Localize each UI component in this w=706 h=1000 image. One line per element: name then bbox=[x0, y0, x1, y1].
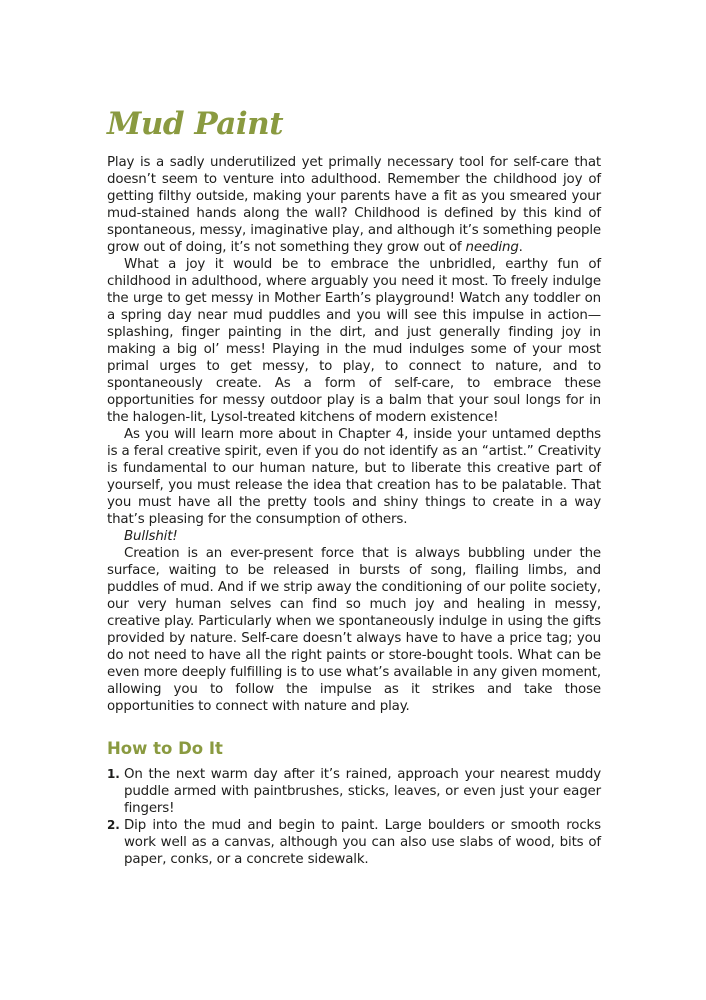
list-item bbox=[107, 817, 601, 868]
page-title: Mud Paint bbox=[107, 106, 284, 142]
paragraph-1-end: . bbox=[518, 240, 523, 255]
section-heading: How to Do It bbox=[107, 739, 223, 758]
step-number: 2. bbox=[107, 818, 120, 832]
paragraph-1 bbox=[107, 154, 601, 256]
steps-list bbox=[107, 766, 601, 868]
body-text bbox=[107, 154, 601, 715]
paragraph-4 bbox=[107, 528, 601, 545]
step-number: 1. bbox=[107, 767, 120, 781]
list-item bbox=[107, 766, 601, 817]
paragraph-5: Creation is an ever-present force that is always bubbling under the surface, waiting to be released in bursts of song, flailing limbs, and puddles of mud. And if we strip away the conditioning of our polite society, our very human selves can find so much joy and healing in messy, creative play. Particularly when we spontaneously indulge in using the gifts provided by nature. Self-care doesn’t always have to have a price tag; you do not need to have all the right paints or store-bought tools. What can be even more deeply fulfilling is to use what’s available in any given moment, allowing you to follow the impulse as it strikes and take those opportunities to connect with nature and play. bbox=[107, 546, 601, 714]
step-text: On the next warm day after it’s rained, approach your nearest muddy puddle armed with paintbrushes, sticks, leaves, or even just your eager fingers! bbox=[124, 767, 601, 816]
paragraph-4-emphasis: Bullshit! bbox=[124, 529, 178, 544]
paragraph-3: As you will learn more about in Chapter 4, inside your untamed depths is a feral creative spirit, even if you do not identify as an “artist.” Creativity is fundamental to our human nature, but to liberate this creative part of yourself, you must release the idea that creation has to be palatable. That you must have all the pretty tools and shiny things to create in a way that’s pleasing for the consumption of others. bbox=[107, 427, 601, 527]
paragraph-1-text: Play is a sadly underutilized yet primally necessary tool for self-care that doesn’t seem to venture into adulthood. Remember the childhood joy of getting filthy outside, making your parents have a fit as you smeared your mud-stained hands along the wall? Childhood is defined by this kind of spontaneous, messy, imaginative play, and although it’s something people grow out of doing, it’s not something they grow out of bbox=[107, 155, 601, 255]
step-text: Dip into the mud and begin to paint. Large boulders or smooth rocks work well as a canvas, although you can also use slabs of wood, bits of paper, conks, or a concrete sidewalk. bbox=[124, 818, 601, 867]
paragraph-1-emphasis: needing bbox=[465, 240, 519, 255]
paragraph-2: What a joy it would be to embrace the unbridled, earthy fun of childhood in adulthood, where arguably you need it most. To freely indulge the urge to get messy in Mother Earth’s playground! Watch any toddler on a spring day near mud puddles and you will see this impulse in action—splashing, finger painting in the dirt, and just generally finding joy in making a big ol’ mess! Playing in the mud indulges some of your most primal urges to get messy, to play, to connect to nature, and to spontaneously create. As a form of self-care, to embrace these opportunities for messy outdoor play is a balm that your soul longs for in the halogen-lit, Lysol-treated kitchens of modern existence! bbox=[107, 257, 601, 425]
